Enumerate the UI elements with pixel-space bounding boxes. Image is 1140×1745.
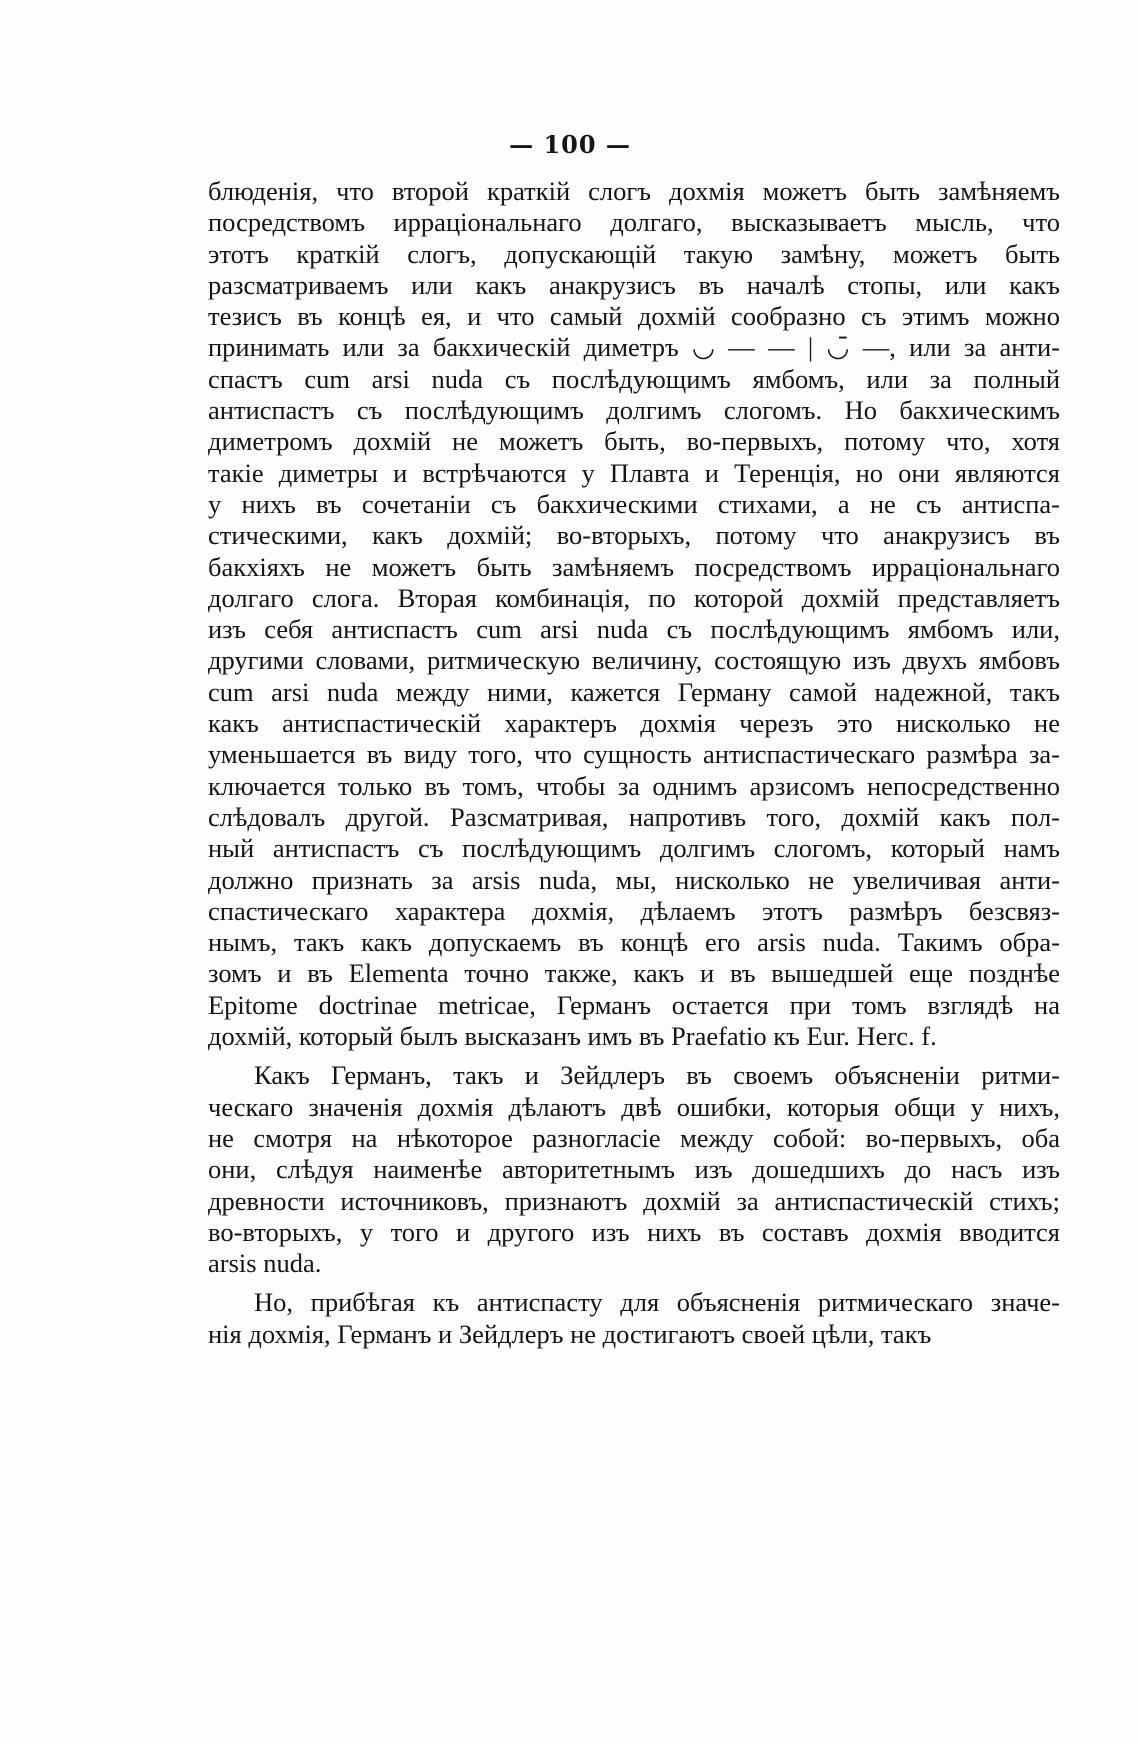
text-line: Какъ Германъ, такъ и Зейдлеръ въ своемъ объясненіи ритми- — [254, 1060, 1060, 1091]
text-line: они, слѣдуя наименѣе авторитетнымъ изъ дошедшихъ до насъ изъ — [208, 1154, 1060, 1185]
text-line: дохмій, который былъ высказанъ имъ въ Praefatio къ Eur. Herc. f. — [208, 1021, 937, 1052]
text-line: тезисъ въ концѣ ея, и что самый дохмій сообразно съ этимъ можно — [208, 301, 1060, 332]
page-number: — 100 — — [509, 130, 631, 159]
text-line: Но, прибѣгая къ антиспасту для объясненія ритмическаго значе- — [254, 1287, 1060, 1318]
text-line: нымъ, такъ какъ допускаемъ въ концѣ его arsis nuda. Такимъ обра- — [208, 927, 1060, 958]
text-line: ческаго значенія дохмія дѣлаютъ двѣ ошибки, которыя общи у нихъ, — [208, 1091, 1060, 1122]
text-line: антиспастъ съ послѣдующимъ долгимъ слогомъ. Но бакхическимъ — [208, 395, 1060, 426]
text-line: посредствомъ ирраціональнаго долгаго, высказываетъ мысль, что — [208, 207, 1060, 238]
text-line: бакхіяхъ не можетъ быть замѣняемъ посредствомъ ирраціональнаго — [208, 551, 1060, 582]
text-line: ный антиспастъ съ послѣдующимъ долгимъ слогомъ, который намъ — [208, 833, 1060, 864]
text-line: этотъ краткій слогъ, допускающій такую замѣну, можетъ быть — [208, 238, 1060, 269]
text-line: нія дохмія, Германъ и Зейдлеръ не достигаютъ своей цѣли, такъ — [208, 1318, 932, 1349]
text-line: спастическаго характера дохмія, дѣлаемъ этотъ размѣръ безсвяз- — [208, 895, 1060, 926]
text-line: блюденія, что второй краткій слогъ дохмія можетъ быть замѣняемъ — [208, 176, 1060, 206]
text-line: спастъ cum arsi nuda съ послѣдующимъ ямбомъ, или за полный — [208, 363, 1060, 394]
text-line: слѣдовалъ другой. Разсматривая, напротивъ того, дохмій какъ пол- — [208, 801, 1060, 832]
text-line: уменьшается въ виду того, что сущность антиспастическаго размѣра за- — [208, 739, 1060, 770]
text-line: ключается только въ томъ, чтобы за однимъ арзисомъ непосредственно — [208, 770, 1060, 801]
text-line: какъ антиспастическій характеръ дохмія черезъ это нисколько не — [208, 708, 1060, 739]
text-line: долгаго слога. Вторая комбинація, по которой дохмій представляетъ — [208, 582, 1060, 613]
text-line: зомъ и въ Elementa точно также, какъ и въ вышедшей еще позднѣе — [208, 958, 1060, 989]
text-line: Epitome doctrinae metricae, Германъ остается при томъ взглядѣ на — [208, 989, 1060, 1020]
text-line: изъ себя антиспастъ cum arsi nuda съ послѣдующимъ ямбомъ или, — [208, 614, 1060, 645]
paragraph-gap — [208, 1279, 1060, 1287]
body-text — [208, 176, 1060, 1350]
text-line: arsis nuda. — [208, 1248, 322, 1279]
text-line: cum arsi nuda между ними, кажется Герману самой надежной, такъ — [208, 676, 1060, 707]
text-line: во-вторыхъ, у того и другого изъ нихъ въ составъ дохмія вводится — [208, 1216, 1060, 1247]
text-line: у нихъ въ сочетаніи съ бакхическими стихами, а не съ антиспа- — [208, 488, 1060, 519]
text-line: принимать или за бакхическій диметръ ◡ — — | ◡̄ —, или за анти- — [208, 332, 1060, 363]
text-line: должно признать за arsis nuda, мы, нисколько не увеличивая анти- — [208, 864, 1060, 895]
text-line: не смотря на нѣкоторое разногласіе между собой: во-первыхъ, оба — [208, 1122, 1060, 1153]
paragraph-gap — [208, 1052, 1060, 1060]
text-line: стическими, какъ дохмій; во-вторыхъ, потому что анакрузисъ въ — [208, 520, 1060, 551]
text-line: такіе диметры и встрѣчаются у Плавта и Теренція, но они являются — [208, 457, 1060, 488]
text-line: другими словами, ритмическую величину, состоящую изъ двухъ ямбовъ — [208, 645, 1060, 676]
text-line: древности источниковъ, признаютъ дохмій за антиспастическій стихъ; — [208, 1185, 1060, 1216]
text-line: диметромъ дохмій не можетъ быть, во-первыхъ, потому что, хотя — [208, 426, 1060, 457]
text-line: разсматриваемъ или какъ анакрузисъ въ началѣ стопы, или какъ — [208, 269, 1060, 300]
